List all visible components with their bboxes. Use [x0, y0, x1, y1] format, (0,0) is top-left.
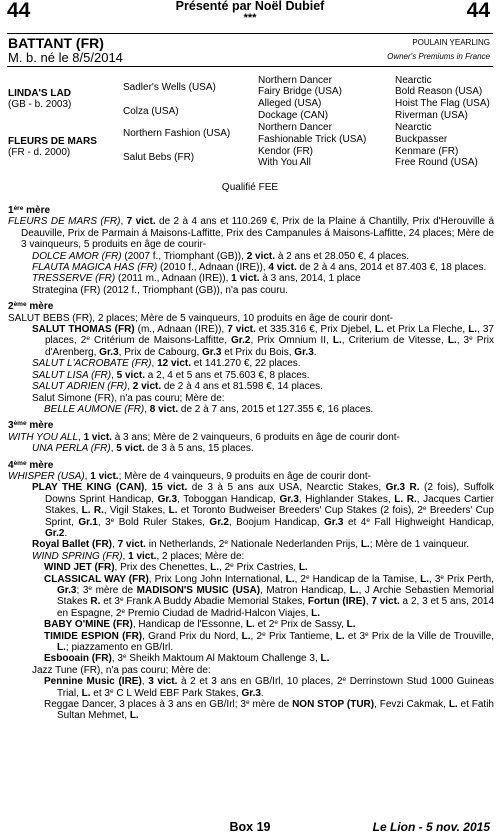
pedigree-gen4: Hoist The Flag (USA) — [395, 98, 490, 109]
pedigree-gen3: With You All — [258, 157, 311, 168]
dam-detail: (FR - d. 2000) — [8, 147, 71, 158]
pedigree-gen4: Bold Reason (USA) — [395, 86, 483, 97]
section-heading-third-dam: 3ème mère — [8, 420, 54, 432]
produce-entry: BABY O'MINE (FR), Handicap de l'Essonne, L. et 2e Prix de Sassy, L. — [44, 619, 356, 631]
pedigree-gen2: Sadler's Wells (USA) — [123, 82, 216, 93]
pedigree-gen2: Colza (USA) — [123, 106, 179, 117]
pedigree-gen2: Salut Bebs (FR) — [123, 152, 195, 163]
pedigree-gen3: Kendor (FR) — [258, 146, 314, 157]
horse-name: BATTANT (FR) — [8, 35, 104, 51]
dam-entry: WITH YOU ALL, 1 vict. à 3 ans; Mère de 2 vainqueurs, 6 produits en âge de courir dont- — [8, 431, 400, 443]
place-date: Le Lion - 5 nov. 2015 — [372, 820, 490, 834]
produce-entry: UNA PERLA (FR), 5 vict. de 3 à 5 ans, 15 places. — [32, 443, 254, 455]
produce-entry: WIND JET (FR), Prix des Chenettes, L., 2e Prix Castries, L. — [44, 562, 308, 574]
header-rule-top — [7, 33, 493, 34]
presented-by: Présenté par Noël Dubief — [175, 0, 325, 13]
page-footer — [0, 820, 500, 834]
header-rule-bottom — [7, 66, 493, 67]
pedigree-gen4: Nearctic — [395, 122, 432, 133]
pedigree-gen4: Free Round (USA) — [395, 157, 478, 168]
horse-subtitle: M. b. né le 8/5/2014 — [8, 50, 123, 65]
pedigree-gen3: Fairy Bridge (USA) — [258, 86, 342, 97]
dam-name: FLEURS DE MARS — [8, 136, 97, 147]
produce-entry: DOLCE AMOR (FR) (2007 f., Triomphant (GB)), 2 vict. à 2 ans et 28.050 €, 4 places. — [32, 250, 410, 262]
stars: *** — [243, 12, 257, 24]
pedigree-gen3: Dockage (CAN) — [258, 110, 329, 121]
produce-entry: Jazz Tune (FR), n'a pas couru; Mère de: — [32, 664, 211, 676]
owners-premium: Owner's Premiums in France — [387, 52, 490, 61]
produce-entry: Royal Ballet (FR), 7 vict. in Netherlands, 2e Nationale Nederlanden Prijs, L.; Mère de 1 vainqueur. — [32, 539, 470, 551]
produce-entry: FLAUTA MAGICA HAS (FR) (2010 f., Adnaan (IRE)), 4 vict. de 2 à 4 ans, 2014 et 87.403 €, 18 places. — [32, 262, 487, 274]
qualification: Qualifié FEE — [221, 182, 279, 193]
produce-entry: Reggae Dancer, 3 places à 3 ans en GB/Irl; 3e mère de NON STOP (TUR), Fevzi Cakmak, L. et Fatih Sultan Mehmet, L. — [44, 699, 494, 722]
pedigree-gen4: Kenmare (FR) — [395, 146, 459, 157]
produce-entry: TRESSERVE (FR) (2011 m., Adnaan (IRE)), 1 vict. à 3 ans, 2014, 1 place — [32, 273, 361, 285]
dam-entry: WHISPER (USA), 1 vict.; Mère de 4 vainqueurs, 9 produits en âge de courir dont- — [8, 470, 371, 482]
section-heading-first-dam: 1ère mère — [8, 205, 51, 216]
produce-entry: TIMIDE ESPION (FR), Grand Prix du Nord, L., 2e Prix Tantieme, L. et 3e Prix de la Ville de Trouville, L.; piazzamento en GB/Irl. — [44, 630, 495, 654]
produce-entry: CLASSICAL WAY (FR), Prix Long John International, L., 2e Handicap de la Tamise, L., 3e Prix Perth, Gr.3; 3e mère de MADISON'S MUSIC (USA), Matron Handicap, L., J Archie Sebastien Memorial Stakes R. et 3e Frank A Buddy Abadie Memorial Stakes, Fortun (IRE), 7 vict. a 2, 3 et 5 ans, 2014 en Espagne, 2e Premio Ciudad de Madrid-Halcon Viajes, L. — [44, 573, 495, 619]
produce-entry: SALUT THOMAS (FR) (m., Adnaan (IRE)), 7 vict. et 335.316 €, Prix Djebel, L. et Prix La Fleche, L., 37 places, 2e Critérium de Maisons-Laffitte, Gr.2, Prix Omnium II, L., Criterium de Vitesse, L., 3e Prix d'Arenberg, Gr.3, Prix de Cabourg, Gr.3 et Prix du Bois, Gr.3. — [32, 324, 495, 358]
produce-entry: Salut Simone (FR), n'a pas couru; Mère de: — [32, 392, 225, 404]
pedigree-gen3: Northern Dancer — [258, 75, 332, 86]
pedigree-gen2: Northern Fashion (USA) — [123, 128, 231, 139]
sire-detail: (GB - b. 2003) — [8, 99, 72, 110]
lot-number-right: 44 — [466, 0, 490, 22]
lot-number-left: 44 — [7, 0, 31, 22]
pedigree-gen3: Northern Dancer — [258, 122, 332, 133]
pedigree-gen4: Nearctic — [395, 75, 432, 86]
produce-entry: PLAY THE KING (CAN), 15 vict. de 3 à 5 ans aux USA, Nearctic Stakes, Gr.3 R. (2 fois), Suffolk Downs Sprint Handicap, Gr.3, Toboggan Handicap, Gr.3, Highlander Stakes, L. R., Jacques Cartier Stakes, L. R., Vigil Stakes, L. et Toronto Budweiser Breeders' Cup Stakes (2 fois), 2e Breeders' Cup Sprint, Gr.1, 3e Bold Ruler Stakes, Gr.2, Boojum Handicap, Gr.3 et 4e Fall Highweight Handicap, Gr.2. — [32, 482, 494, 539]
pedigree-gen3: Alleged (USA) — [258, 98, 322, 109]
page-header — [0, 0, 500, 30]
section-heading-fourth-dam: 4ème mère — [8, 459, 54, 471]
produce-entry: BELLE AUMONE (FR), 8 vict. de 2 à 7 ans, 2015 et 127.355 €, 16 places. — [44, 403, 374, 415]
horse-category: POULAIN YEARLING — [412, 38, 490, 47]
sire-name: LINDA'S LAD — [8, 88, 71, 99]
pedigree-gen3: Fashionable Trick (USA) — [258, 134, 367, 145]
pedigree-gen4: Riverman (USA) — [395, 110, 468, 121]
catalogue-body — [8, 205, 494, 722]
produce-entry: Strategina (FR) (2012 f., Triomphant (GB)), n'a pas couru. — [32, 284, 288, 296]
produce-entry: Pennine Music (IRE), 3 vict. à 2 et 3 ans en GB/Irl, 10 places, 2e Derrinstown Stud 1000 Guineas Trial, L. et 3e C L Weld EBF Park Stakes, Gr.3. — [44, 676, 494, 699]
produce-entry: Esbooain (FR), 3e Sheikh Maktoum Al Maktoum Challenge 3, L. — [44, 653, 330, 665]
produce-entry: SALUT L'ACROBATE (FR), 12 vict. et 141.270 €, 22 places. — [32, 358, 301, 370]
dam-entry: FLEURS DE MARS (FR), 7 vict. de 2 à 4 ans et 110.269 €, Prix de la Plaine á Chantilly, Prix d'Herouville á Deauville, Prix de Parmain á Maisons-Laffitte, Prix des Campanules á Maisons-Laffitte, 24 places; Mère de 3 vainqueurs, 5 produits en âge de courir- — [8, 216, 495, 251]
produce-entry: SALUT LISA (FR), 5 vict. a 2, 4 et 5 ans et 75.603 €, 8 places. — [32, 369, 310, 381]
produce-entry: SALUT ADRIEN (FR), 2 vict. de 2 à 4 ans et 81.598 €, 14 places. — [32, 381, 323, 393]
produce-entry: WIND SPRING (FR), 1 vict., 2 places; Mère de: — [32, 550, 245, 562]
section-heading-second-dam: 2ème mère — [8, 301, 54, 313]
box-number: Box 19 — [229, 820, 271, 834]
pedigree-gen4: Buckpasser — [395, 134, 448, 145]
dam-entry: SALUT BEBS (FR), 2 places; Mère de 5 vainqueurs, 10 produits en âge de courir dont- — [8, 312, 394, 324]
